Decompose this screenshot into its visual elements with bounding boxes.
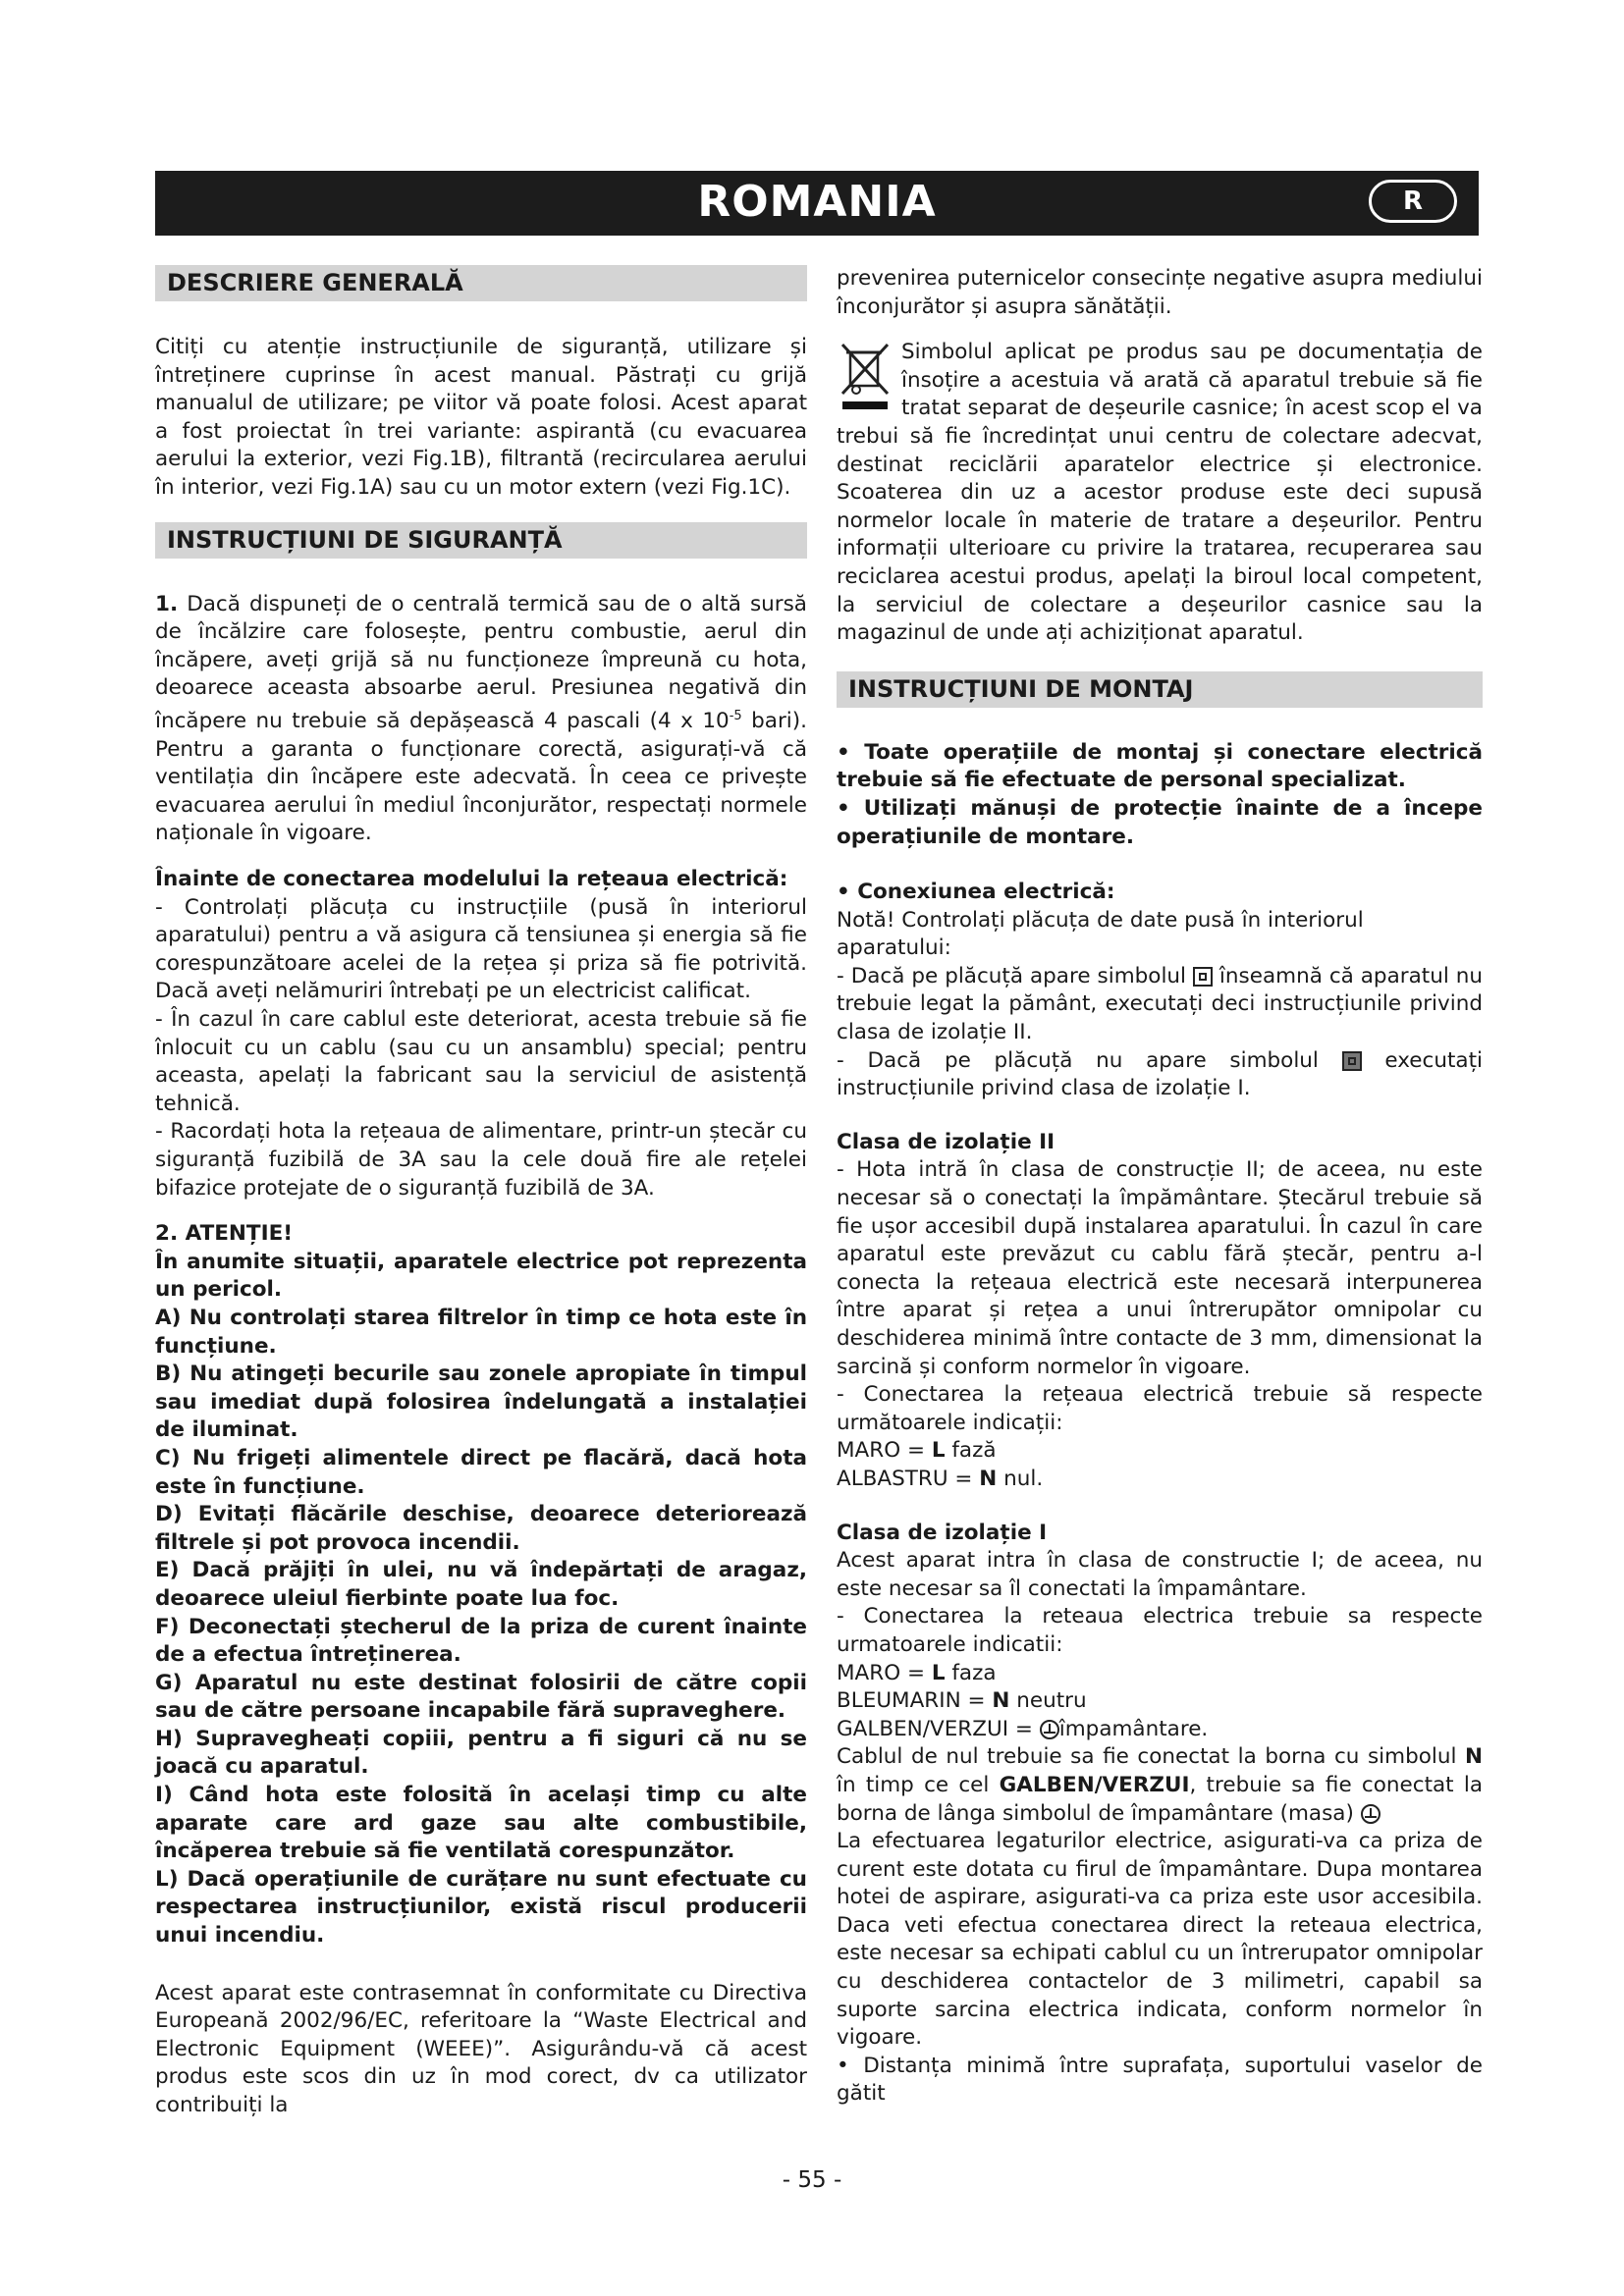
page-number: - 55 - — [782, 2167, 842, 2193]
attention-item-e: E) Dacă prăjiți în ulei, nu vă îndepărtați de aragaz, deoarece uleiul fierbinte poate lua foc. — [155, 1558, 807, 1611]
ground-icon — [1361, 1804, 1380, 1824]
nota-item-2-b: executați instrucțiunile privind clasa de izolație I. — [837, 1047, 1483, 1101]
safety-item-1 — [155, 591, 807, 849]
connection-step-2: - În cazul în care cablul este deteriorat, acesta trebuie să fie înlocuit cu un cablu (sau cu un ansamblu) special; pentru aceasta, apelați la fabricant sau la serviciul de asistență tehnică. — [155, 1007, 807, 1116]
class-i-navy-desc: neutru — [1016, 1688, 1087, 1714]
weee-symbol-block — [837, 339, 1483, 648]
connection-effect-paragraph: La efectuarea legaturilor electrice, asigurati-va ca priza de curent este dotata cu firul de împamântare. Dupa montarea hotei de aspirare, asigurati-va ca priza este usor accesibila. Daca veti efectua conectarea direct la reteaua electrica, este necesar sa echipati cablul cu un întrerupator omnipolar cu deschiderea contactelor de 3 milimetri, capabil sa suporte sarcina electrica indicata, conform normelor în vigoare. — [837, 1829, 1483, 2051]
double-insulation-icon — [1342, 1051, 1362, 1071]
class-i-navy — [837, 1687, 1483, 1716]
nota-item-1-b: înseamnă că aparatul nu trebuie legat la pământ, executați deci instrucțiunile privind clasa de izolație II. — [837, 963, 1483, 1045]
neutral-cable-letter: N — [1464, 1744, 1483, 1770]
class-ii-paragraph-1: - Hota intră în clasa de construcție II; de aceea, nu este necesar să o conectați la împământare. Ștecărul trebuie să fie ușor accesibil după instalarea aparatului. În cazul în care aparatul este prevăzut cu cablu fără ștecăr, pentru a-l conecta la rețeaua electrică este necesară interpunerea între aparat și rețea a unui întrerupător omnipolar cu deschiderea minimă între contacte de 3 mm, dimensionat la sarcină și conform normelor în vigoare. — [837, 1157, 1483, 1379]
attention-item-h: H) Supravegheați copiii, pentru a fi siguri că nu se joacă cu aparatul. — [155, 1726, 807, 1780]
safety-item-1-text-a: Dacă dispuneți de o centrală termică sau de o altă sursă de încălzire care folosește, pentru combustie, aerul din încăpere, aveți grijă să nu funcționeze împreună cu hota, deoarece aceasta absoarbe aerul. Presiunea negativă din încăpere nu trebuie să depășească 4 pascali (4 x 10 — [155, 591, 807, 734]
neutral-cable-text-c: în timp ce cel — [837, 1772, 990, 1797]
class-i-navy-letter: N — [992, 1688, 1010, 1714]
weee-symbol-paragraph: Simbolul aplicat pe produs sau pe documentația de însoțire a acestuia vă arată că aparatul trebuie să fie tratat separat de deșeurile casnice; în acest scop el va trebui să fie încredințat unui centru de colectare adecvat, destinat reciclării aparatelor electrice și electronice. Scoaterea din uz a acestor produse este deci supusă normelor locale în materie de tratare a deșeurilor. Pentru informații ulterioare cu privire la tratarea, recuperarea sau reciclarea acestui produs, apelați la biroul local competent, la serviciul de colectare a deșeurilor casnice sau la magazinul de unde ați achiziționat aparatul. — [837, 340, 1483, 646]
class-i-heading: Clasa de izolație I — [837, 1520, 1048, 1545]
mounting-bullet-1: • Toate operațiile de montaj și conectare electrică trebuie să fie efectuate de personal specializat. — [837, 739, 1483, 793]
distance-bullet: • Distanța minimă între suprafața, suportului vaselor de gătit — [837, 2053, 1483, 2107]
mounting-bullet-2: • Utilizați mănuși de protecție înainte de a începe operațiunile de montare. — [837, 795, 1483, 849]
class-ii-heading: Clasa de izolație II — [837, 1129, 1056, 1154]
electrical-connection-heading: • Conexiunea electrică: — [837, 880, 1115, 905]
neutral-cable-yellow-green: GALBEN/VERZUI — [999, 1772, 1190, 1797]
class-i-navy-label: BLEUMARIN = — [837, 1688, 986, 1714]
attention-item-i: I) Când hota este folosită în același timp cu alte aparate care ard gaze sau alte combustibile, încăperea trebuie să fie ventilată corespunzător. — [155, 1783, 807, 1864]
class-i-paragraph-1: Acest aparat intra în clasa de constructie I; de aceea, nu este necesar sa îl conectati la împamântare. — [837, 1548, 1483, 1601]
weee-paragraph: Acest aparat este contrasemnat în conformitate cu Directiva Europeană 2002/96/EC, referitoare la “Waste Electrical and Electronic Equipment (WEEE)”. Asigurându-vă că acest produs este scos din uz în mod corect, dv ca utilizator contribuiți la — [155, 1980, 807, 2117]
ground-icon — [1040, 1720, 1059, 1739]
attention-item-a: A) Nu controlați starea filtrelor în timp ce hota este în funcțiune. — [155, 1305, 807, 1359]
left-column — [155, 265, 807, 2120]
class-ii-brown-label: MARO = — [837, 1438, 925, 1464]
attention-title: 2. ATENȚIE! — [155, 1221, 294, 1247]
class-ii-paragraph-2: - Conectarea la rețeaua electrică trebuie să respecte următoarele indicații: — [837, 1382, 1483, 1435]
class-ii-blue-label: ALBASTRU = — [837, 1466, 973, 1491]
class-ii-blue-letter: N — [979, 1466, 998, 1491]
class-i-yellow-green-label: GALBEN/VERZUI = — [837, 1716, 1033, 1741]
class-ii-blue — [837, 1466, 1483, 1494]
connection-step-3: - Racordați hota la rețeaua de alimentare, printr-un ștecăr cu siguranță fuzibilă de 3A sau la cele două fire ale rețelei bifazice protejate de o siguranță fuzibilă de 3A. — [155, 1119, 807, 1201]
class-i-brown-desc: faza — [951, 1660, 997, 1685]
connection-heading: Înainte de conectarea modelului la rețeaua electrică: — [155, 867, 788, 892]
class-i-paragraph-2: - Conectarea la reteaua electrica trebuie sa respecte urmatoarele indicatii: — [837, 1604, 1483, 1657]
class-i-brown-label: MARO = — [837, 1660, 925, 1685]
class-ii-brown-desc: fază — [951, 1438, 997, 1464]
country-badge: R — [1369, 180, 1457, 223]
class-ii-brown-letter: L — [931, 1438, 946, 1464]
nota-item-2 — [837, 1047, 1483, 1103]
neutral-cable-paragraph — [837, 1743, 1483, 1828]
country-banner — [155, 171, 1479, 236]
weee-continuation: prevenirea puternicelor consecințe negative asupra mediului înconjurător și asupra sănătății. — [837, 266, 1483, 319]
class-i-brown — [837, 1660, 1483, 1688]
class-ii-blue-desc: nul. — [1003, 1466, 1044, 1491]
attention-item-c: C) Nu frigeți alimentele direct pe flacără, dacă hota este în funcțiune. — [155, 1445, 807, 1499]
class-ii-brown — [837, 1437, 1483, 1466]
class-i-yellow-green-desc: împamântare. — [1058, 1716, 1209, 1741]
section-heading-general: DESCRIERE GENERALĂ — [155, 265, 807, 301]
section-heading-safety: INSTRUCȚIUNI DE SIGURANȚĂ — [155, 522, 807, 559]
right-column — [837, 265, 1483, 2109]
neutral-cable-text-a: Cablul de nul trebuie sa fie conectat la borna cu simbolul — [837, 1744, 1457, 1770]
double-insulation-icon — [1193, 967, 1213, 987]
nota-item-1-a: - Dacă pe plăcuță apare simbolul — [837, 963, 1187, 988]
attention-item-f: F) Deconectați ștecherul de la priza de curent înainte de a efectua întreținerea. — [155, 1614, 807, 1668]
safety-item-1-number: 1. — [155, 591, 179, 616]
intro-paragraph: Citiți cu atenție instrucțiunile de siguranță, utilizare și întreținere cuprinse în acest manual. Păstrați cu grijă manualul de utilizare; pe viitor vă poate folosi. Acest aparat a fost proiectat în trei variante: aspirantă (cu evacuarea aerului la exterior, vezi Fig.1B), filtrantă (recircularea aerului în interior, vezi Fig.1A) sau cu un motor extern (vezi Fig.1C). — [155, 335, 807, 500]
class-i-yellow-green — [837, 1716, 1483, 1744]
nota-text: Notă! Controlați plăcuța de date pusă în interiorul aparatului: — [837, 907, 1364, 961]
safety-item-1-exponent: -5 — [729, 708, 742, 723]
section-heading-mounting: INSTRUCȚIUNI DE MONTAJ — [837, 671, 1483, 708]
safety-item-1-text-b: bari). Pentru a garanta o funcționare corectă, asigurați-vă că ventilația din încăpere este adecvată. În ceea ce privește evacuarea aerului în mediul înconjurător, respectați normele naționale în vigoare. — [155, 709, 807, 846]
attention-item-g: G) Aparatul nu este destinat folosirii de către copii sau de către persoane incapabile fără supraveghere. — [155, 1670, 807, 1724]
neutral-cable-text-e: , trebuie sa fie conectat la borna de lânga simbolul de împamântare (masa) — [837, 1772, 1483, 1826]
nota-item-1 — [837, 963, 1483, 1047]
attention-intro: În anumite situații, aparatele electrice pot reprezenta un pericol. — [155, 1249, 807, 1303]
attention-item-l: L) Dacă operațiunile de curățare nu sunt efectuate cu respectarea instrucțiunilor, există riscul producerii unui incendiu. — [155, 1866, 807, 1949]
attention-item-b: B) Nu atingeți becurile sau zonele apropiate în timpul sau imediat după folosirea îndelungată a instalației de iluminat. — [155, 1362, 807, 1443]
connection-step-1: - Controlați plăcuța cu instrucțiile (pusă în interiorul aparatului) pentru a vă asigura că tensiunea și energia să fie corespunzătoare acelei de la rețea și priza să fie potrivită. Dacă aveți nelămuriri întrebați pe un electricist calificat. — [155, 894, 807, 1004]
banner-title: ROMANIA — [697, 177, 937, 227]
crossed-bin-icon — [837, 339, 893, 417]
attention-item-d: D) Evitați flăcările deschise, deoarece deteriorează filtrele și pot provoca incendii. — [155, 1502, 807, 1555]
class-i-brown-letter: L — [931, 1660, 946, 1685]
nota-item-2-a: - Dacă pe plăcuță nu apare simbolul — [837, 1047, 1319, 1073]
